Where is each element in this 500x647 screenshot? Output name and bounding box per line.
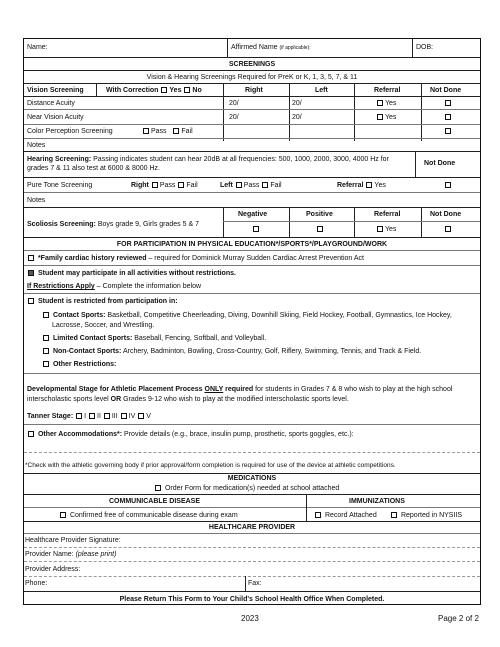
pure-tone-referral: Referral Yes — [337, 182, 386, 189]
pure-tone-right-fail-checkbox[interactable] — [178, 182, 184, 188]
pure-tone-left: Left Pass Fail — [220, 182, 282, 189]
color-fail-checkbox[interactable] — [173, 128, 179, 134]
affirmed-name-label: Affirmed Name (if applicable): — [231, 44, 311, 51]
if-restrictions: If Restrictions Apply – Complete the information below — [27, 283, 202, 290]
provider-address-label: Provider Address: — [25, 566, 81, 573]
provider-name-label: Provider Name: (please print) — [25, 551, 117, 558]
provider-signature-label: Healthcare Provider Signature: — [25, 537, 121, 544]
tanner-iii-checkbox[interactable] — [104, 413, 110, 419]
screenings-title: SCREENINGS — [228, 61, 276, 68]
vision-notes-label: Notes — [27, 142, 46, 149]
nysiis-checkbox[interactable] — [391, 512, 397, 518]
tanner-v-checkbox[interactable] — [138, 413, 144, 419]
family-cardiac-checkbox[interactable] — [28, 255, 34, 261]
distance-acuity-label: Distance Acuity — [27, 100, 75, 107]
communicable-confirmed: Confirmed free of communicable disease during exam — [59, 512, 238, 519]
restricted: Student is restricted from participation in: — [27, 298, 178, 305]
immunization-nysiis: Reported in NYSIIS — [390, 512, 462, 519]
tanner-ii-checkbox[interactable] — [89, 413, 95, 419]
col-referral: Referral — [374, 87, 401, 94]
pe-title: FOR PARTICIPATION IN PHYSICAL EDUCATION*/SPORTS*/PLAYGROUND/WORK — [116, 241, 388, 248]
scoliosis-referral-checkbox[interactable] — [377, 226, 383, 232]
pure-tone-not-done-checkbox[interactable] — [445, 182, 451, 188]
non-contact-sports: Non-Contact Sports: Archery, Badminton, Bowling, Cross-Country, Golf, Riflery, Swimming, Tennis, and Track & Field. — [42, 348, 421, 355]
medication-order-checkbox[interactable] — [155, 485, 161, 491]
distance-not-done — [444, 100, 453, 107]
provider-title: HEALTHCARE PROVIDER — [208, 524, 296, 531]
distance-referral-checkbox[interactable] — [377, 100, 383, 106]
scoliosis-negative — [252, 226, 261, 233]
immunization-record: Record Attached — [314, 512, 377, 519]
col-not-done: Not Done — [430, 87, 462, 94]
tanner-i-checkbox[interactable] — [76, 413, 82, 419]
scoliosis-negative-checkbox[interactable] — [253, 226, 259, 232]
near-right-field[interactable]: 20/ — [229, 114, 239, 121]
other-restrictions: Other Restrictions: — [42, 361, 116, 368]
non-contact-checkbox[interactable] — [43, 348, 49, 354]
vision-screening-label: Vision Screening — [27, 87, 84, 94]
near-not-done-checkbox[interactable] — [445, 114, 451, 120]
pure-tone-referral-checkbox[interactable] — [366, 182, 372, 188]
pure-tone-not-done — [444, 182, 453, 189]
footer-page-number: Page 2 of 2 — [438, 614, 479, 623]
contact-sports-checkbox[interactable] — [43, 312, 49, 318]
tanner-iv-checkbox[interactable] — [121, 413, 127, 419]
scoliosis-positive-checkbox[interactable] — [317, 226, 323, 232]
col-left: Left — [315, 87, 328, 94]
return-notice: Please Return This Form to Your Child's School Health Office When Completed. — [119, 596, 385, 603]
medications-title: MEDICATIONS — [227, 475, 277, 482]
hearing-not-done-label: Not Done — [424, 160, 456, 167]
scoliosis-positive — [316, 226, 325, 233]
pure-tone-label: Pure Tone Screening — [27, 182, 93, 189]
limited-contact-sports: Limited Contact Sports: Baseball, Fencing, Softball, and Volleyball. — [42, 335, 266, 342]
scoliosis-text: Scoliosis Screening: Boys grade 9, Girls grades 5 & 7 — [27, 221, 199, 228]
near-left-field[interactable]: 20/ — [292, 114, 302, 121]
footer-year: 2023 — [241, 614, 259, 623]
restricted-checkbox[interactable] — [28, 298, 34, 304]
limited-contact-checkbox[interactable] — [43, 335, 49, 341]
athletic-footnote: *Check with the athletic governing body if prior approval/form completion is required for use of the device at athletic competitions. — [25, 462, 396, 469]
pure-tone-left-pass-checkbox[interactable] — [236, 182, 242, 188]
screenings-subtitle: Vision & Hearing Screenings Required for PreK or K, 1, 3, 5, 7, & 11 — [146, 74, 358, 81]
tanner-stage: Tanner Stage: I II III IV V — [27, 413, 151, 420]
hearing-screening-text: Hearing Screening: Passing indicates student can hear 20dB at all frequencies: 500, 1000, 2000, 3000, 4000 Hz for grades 7 & 11 also test at 6000 & 8000 Hz. — [27, 156, 389, 172]
col-right: Right — [245, 87, 263, 94]
contact-sports: Contact Sports: Basketball, Competitive Cheerleading, Diving, Downhill Skiing, Field Hockey, Football, Gymnastics, Ice Hockey, Lacrosse, Soccer, and Wrestling. — [42, 311, 474, 331]
developmental-stage: Developmental Stage for Athletic Placement Process ONLY required for students in Grades 7 & 8 who wish to play at the high school interscholastic sports level OR Grades 9-12 who wish to play at the modified interscholastic sports level. — [27, 386, 453, 403]
hearing-notes-label: Notes — [27, 197, 46, 204]
near-referral: Yes — [376, 114, 396, 121]
scoliosis-referral: Yes — [376, 226, 396, 233]
scoliosis-not-done — [444, 226, 453, 233]
distance-referral: Yes — [376, 100, 396, 107]
health-exam-form — [23, 38, 481, 605]
may-participate-checkbox[interactable] — [28, 270, 34, 276]
immunizations-title: IMMUNIZATIONS — [349, 498, 405, 505]
col-negative: Negative — [238, 211, 268, 218]
scoliosis-col-not-done: Not Done — [430, 211, 462, 218]
pure-tone-right-pass-checkbox[interactable] — [152, 182, 158, 188]
record-attached-checkbox[interactable] — [315, 512, 321, 518]
medication-order-form: Order Form for medication(s) needed at school attached — [154, 485, 339, 492]
name-label: Name: — [27, 44, 48, 51]
provider-phone-label: Phone: — [25, 580, 48, 587]
color-perception-label: Color Perception Screening — [27, 128, 113, 135]
near-referral-checkbox[interactable] — [377, 114, 383, 120]
near-not-done — [444, 114, 453, 121]
communicable-checkbox[interactable] — [60, 512, 66, 518]
distance-not-done-checkbox[interactable] — [445, 100, 451, 106]
pure-tone-right: Right Pass Fail — [131, 182, 198, 189]
pure-tone-left-fail-checkbox[interactable] — [262, 182, 268, 188]
color-pass-fail: Pass Fail — [142, 128, 193, 135]
other-accommodations: Other Accommodations*: Provide details (e.g., brace, insulin pump, prosthetic, sports goggles, etc.): — [27, 431, 354, 438]
dob-label: DOB: — [416, 44, 434, 51]
near-acuity-label: Near Vision Acuity — [27, 114, 84, 121]
color-pass-checkbox[interactable] — [143, 128, 149, 134]
distance-right-field[interactable]: 20/ — [229, 100, 239, 107]
provider-fax-label: Fax: — [248, 580, 262, 587]
scoliosis-not-done-checkbox[interactable] — [445, 226, 451, 232]
color-not-done — [444, 128, 453, 135]
col-positive: Positive — [306, 211, 333, 218]
other-restrictions-checkbox[interactable] — [43, 361, 49, 367]
correction-no-checkbox[interactable] — [184, 87, 190, 93]
with-correction: With Correction Yes No — [106, 87, 202, 94]
distance-left-field[interactable]: 20/ — [292, 100, 302, 107]
communicable-title: COMMUNICABLE DISEASE — [109, 498, 201, 505]
correction-yes-checkbox[interactable] — [161, 87, 167, 93]
scoliosis-col-referral: Referral — [374, 211, 401, 218]
color-not-done-checkbox[interactable] — [445, 128, 451, 134]
may-participate: Student may participate in all activities without restrictions. — [27, 270, 236, 277]
family-cardiac: *Family cardiac history reviewed – required for Dominick Murray Sudden Cardiac Arrest Prevention Act — [27, 255, 364, 262]
other-accommodations-checkbox[interactable] — [28, 431, 34, 437]
